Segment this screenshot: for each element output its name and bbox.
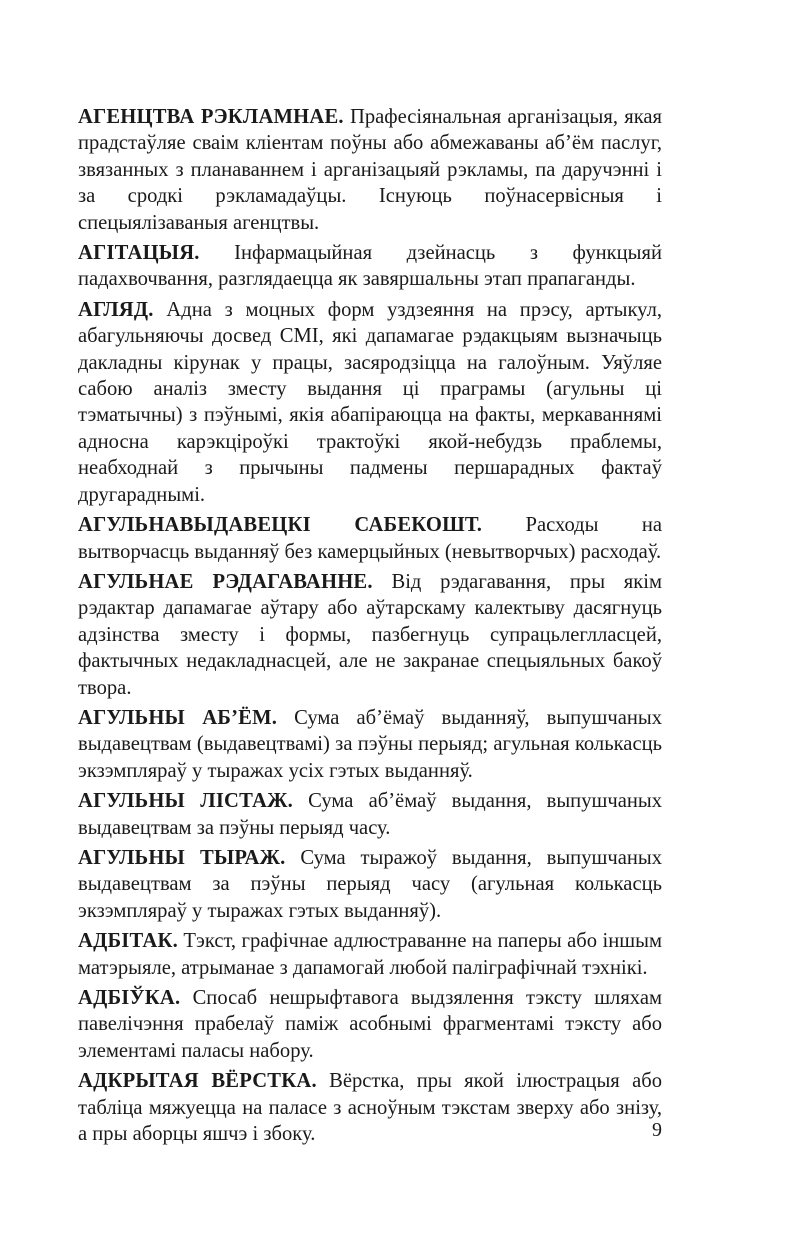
entry-definition: Расходы на вытворчасць выданняў без камерцыйных (невытворчых) расходаў. (78, 514, 662, 563)
entry-adkrytaya-vyorstka (78, 1068, 662, 1147)
entry-definition: Тэкст, графічнае адлюстраванне на паперы або іншым матэрыяле, атрыманае з дапамогай любой паліграфічнай тэхнікі. (78, 930, 663, 979)
entry-definition: Спосаб нешрыфтавога выдзялення тэксту шляхам павелічэння прабелаў паміж асобнымі фрагментамі тэксту або элементамі паласы набору. (78, 987, 662, 1062)
entry-agentstva-reklamnae (78, 104, 662, 236)
entry-agulnae-redagavanne (78, 569, 662, 701)
entry-term: АГІТАЦЫЯ. (78, 242, 200, 265)
entry-term: АГУЛЬНЫ ТЫРАЖ. (78, 846, 286, 869)
entry-term: АДБІЎКА. (78, 987, 181, 1009)
entry-term: АГЛЯД. (78, 298, 154, 321)
entry-definition: Адна з моцных форм уздзеяння на прэсу, артыкул, абагульняючы досвед СМІ, які дапамагае рэдакцыям вызначыць дакладны кірунак у працы, засяродзіцца на галоўным. Уяўляе сабою аналіз зместу выдання ці праграмы (агульны ці тэматычны) з пэўнымі, якія абапіраюцца на факты, меркаваннямі адносна карэкціроўкі трактоўкі якой-небудзь праблемы, неабходнай з прычыны падмены першарадных фактаў другараднымі. (78, 298, 663, 506)
entry-agulnavydavetski-sabekosht (78, 512, 662, 565)
entry-definition: Вёрстка, пры якой ілюстрацыя або табліца мяжуецца на паласе з асноўным тэкстам зверху або знізу, а пры аборцы яшчэ і збоку. (78, 1070, 662, 1146)
page-number: 9 (652, 1119, 662, 1141)
entry-term: АДБІТАК. (78, 930, 178, 953)
entry-term: АГУЛЬНАЕ РЭДАГАВАННЕ. (78, 570, 373, 593)
entry-term: АДКРЫТАЯ ВЁРСТКА. (78, 1070, 317, 1093)
entry-term: АГУЛЬНАВЫДАВЕЦКІ САБЕКОШТ. (78, 514, 483, 537)
entry-definition: Сума аб’ёмаў выданняў, выпушчаных выдавецтвам (выдавецтвамі) за пэўны перыяд; агульная колькасць экзэмпляраў у тыражах усіх гэтых выданняў. (78, 706, 662, 782)
entry-definition: Сума аб’ёмаў выдання, выпушчаных выдавецтвам за пэўны перыяд часу. (78, 790, 663, 839)
entry-aglyad (78, 297, 662, 508)
entry-agulny-listazh (78, 788, 662, 841)
entry-definition: Прафесіянальная арганізацыя, якая прадстаўляе сваім кліентам поўны або абмежаваны аб’ём паслуг, звязанных з планаваннем і арганізацыяй рэкламы, па даручэнні і за сродкі рэкламадаўцы. Існуюць поўнасервісныя і спецыялізаваныя агенцтвы. (78, 106, 662, 234)
entry-definition: Сума тыражоў выдання, выпушчаных выдавецтвам за пэўны перыяд часу (агульная колькасць экзэмпляраў у тыражах гэтых выданняў). (78, 846, 663, 922)
entry-agulny-abyom (78, 705, 662, 784)
entry-adbiuka (78, 985, 662, 1064)
entry-definition: Інфармацыйная дзейнасць з функцыяй падахвочвання, разглядаецца як завяршальны этап прапаганды. (78, 242, 663, 291)
dictionary-entries (78, 104, 662, 1151)
entry-definition: Від рэдагавання, пры якім рэдактар дапамагае аўтару або аўтарскаму калектыву дасягнуць адзінства зместу і формы, пазбегнуць супрацьлеглласцей, фактычных недакладнасцей, але не закранае спецыяльных бакоў твора. (78, 570, 662, 699)
entry-term: АГУЛЬНЫ АБ’ЁМ. (78, 706, 278, 729)
entry-agulny-tyrazh (78, 845, 662, 924)
entry-adbitak (78, 928, 662, 981)
entry-term: АГЕНЦТВА РЭКЛАМНАЕ. (78, 106, 344, 128)
entry-agitatsyya (78, 240, 662, 293)
entry-term: АГУЛЬНЫ ЛІСТАЖ. (78, 790, 294, 813)
